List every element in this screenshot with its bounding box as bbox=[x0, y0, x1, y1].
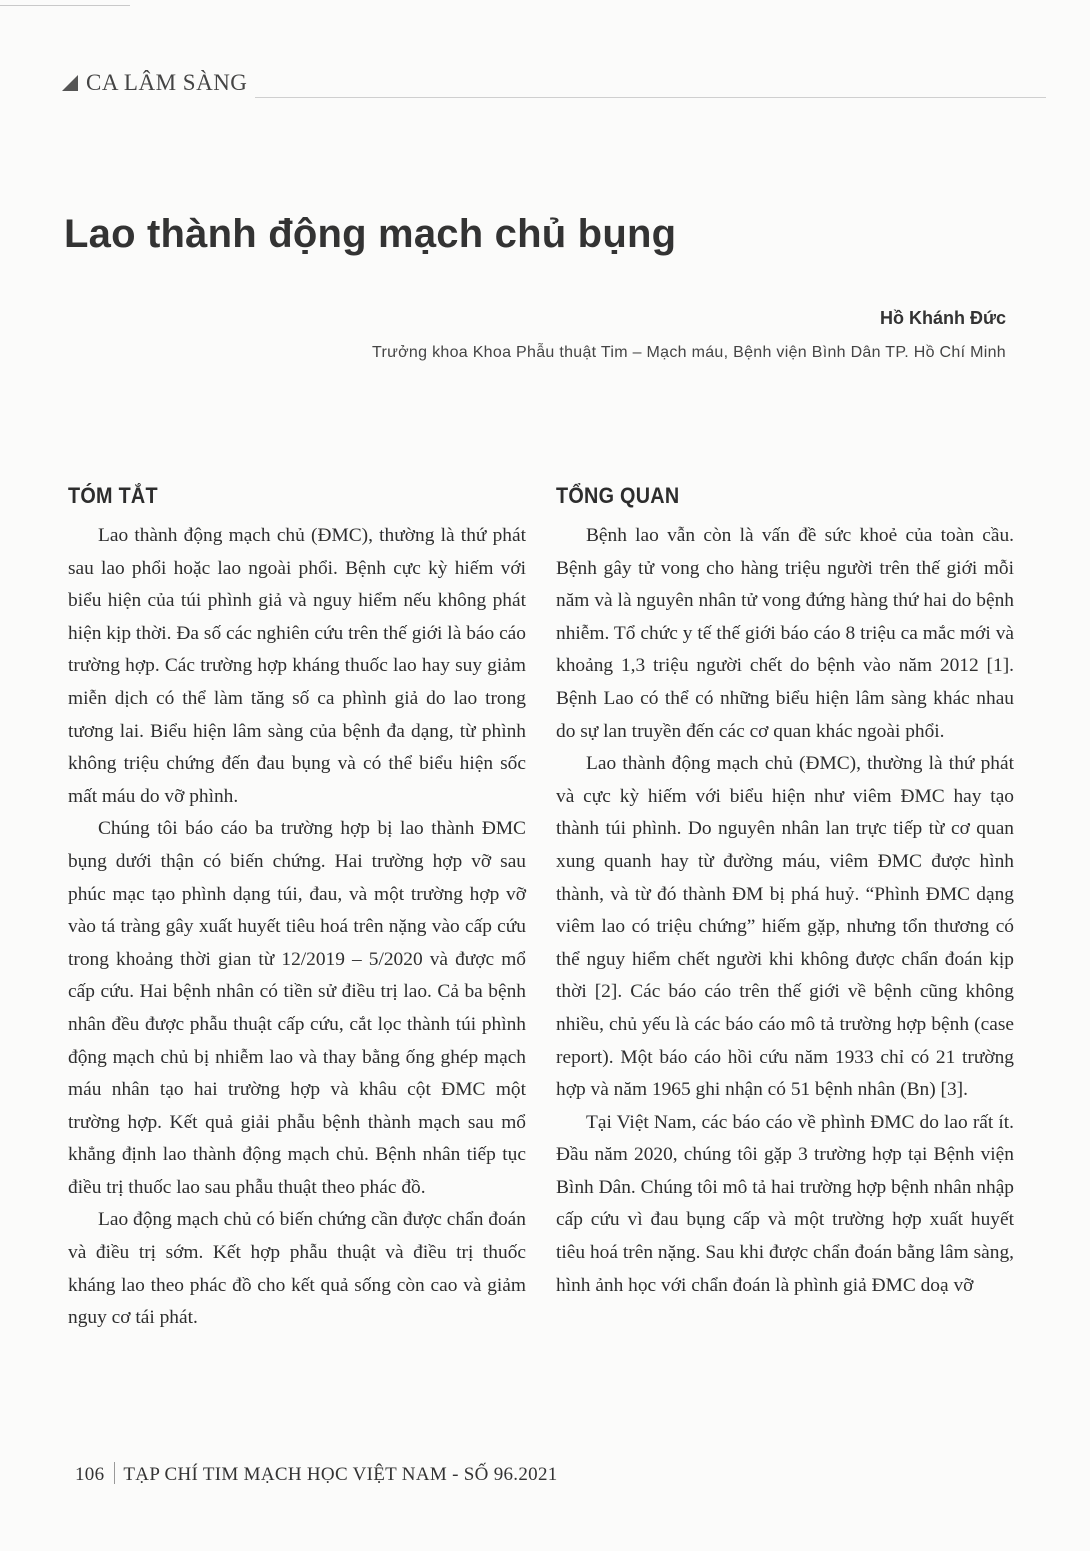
section-rule bbox=[255, 97, 1046, 98]
author-name: Hồ Khánh Đức bbox=[879, 308, 1006, 328]
top-rule bbox=[0, 5, 130, 6]
triangle-marker-icon bbox=[62, 75, 78, 91]
left-column bbox=[68, 478, 526, 1335]
paragraph: Bệnh lao vẫn còn là vấn đề sức khoẻ của toàn cầu. Bệnh gây tử vong cho hàng triệu người trên thế giới mỗi năm và là nguyên nhân tử vong đứng hàng thứ hai do bệnh nhiễm. Tổ chức y tế thế giới báo cáo 8 triệu ca mắc mới và khoảng 1,3 triệu người chết do bệnh vào năm 2012 [1]. Bệnh Lao có thể có những biểu hiện lâm sàng khác nhau do sự lan truyền đến các cơ quan khác ngoài phổi. bbox=[556, 525, 1014, 742]
section-label: CA LÂM SÀNG bbox=[86, 70, 248, 95]
section-header bbox=[62, 70, 247, 96]
paragraph: Lao thành động mạch chủ (ĐMC), thường là thứ phát sau lao phổi hoặc lao ngoài phổi. Bệnh cực kỳ hiếm với biểu hiện của túi phình giả và nguy hiểm nếu không phát hiện kịp thời. Đa số các nghiên cứu trên thế giới là báo cáo trường hợp. Các trường hợp kháng thuốc lao hay suy giảm miễn dịch có thể làm tăng số ca phình giả do lao trong tương lai. Biểu hiện lâm sàng của bệnh đa dạng, từ phình không triệu chứng đến đau bụng và có thể biểu hiện sốc mất máu do vỡ phình. bbox=[68, 525, 526, 807]
author-affiliation: Trưởng khoa Khoa Phẫu thuật Tim – Mạch máu, Bệnh viện Bình Dân TP. Hồ Chí Minh bbox=[372, 344, 1006, 361]
article-title: Lao thành động mạch chủ bụng bbox=[64, 212, 677, 256]
paragraph: Lao động mạch chủ có biến chứng cần được chẩn đoán và điều trị sớm. Kết hợp phẫu thuật và điều trị thuốc kháng lao theo phác đồ cho kết quả sống còn cao và giảm nguy cơ tái phát. bbox=[68, 1209, 526, 1329]
paragraph: Tại Việt Nam, các báo cáo về phình ĐMC do lao rất ít. Đầu năm 2020, chúng tôi gặp 3 trường hợp tại Bệnh viện Bình Dân. Chúng tôi mô tả hai trường hợp bệnh nhân nhập cấp cứu vì đau bụng cấp và một trường hợp xuất huyết tiêu hoá trên nặng. Sau khi được chẩn đoán bằng lâm sàng, hình ảnh học với chẩn đoán là phình giả ĐMC doạ vỡ bbox=[556, 1111, 1014, 1296]
abstract-heading: TÓM TẮT bbox=[68, 483, 158, 508]
footer-divider bbox=[114, 1462, 115, 1484]
right-column bbox=[556, 478, 1014, 1302]
overview-heading: TỔNG QUAN bbox=[556, 483, 680, 508]
page-number: 106 bbox=[75, 1464, 105, 1485]
paragraph: Lao thành động mạch chủ (ĐMC), thường là thứ phát và cực kỳ hiếm với biểu hiện như viêm ĐMC hay tạo thành túi phình. Do nguyên nhân lan trực tiếp từ cơ quan xung quanh hay từ đường máu, viêm ĐMC được hình thành, và từ đó thành ĐM bị phá huỷ. “Phình ĐMC dạng viêm lao có triệu chứng” hiếm gặp, nhưng tổn thương có thể nguy hiểm chết người khi không được chẩn đoán kịp thời [2]. Các báo cáo trên thế giới về bệnh cũng không nhiều, chủ yếu là các báo cáo mô tả trường hợp bệnh (case report). Một báo cáo hồi cứu năm 1933 chỉ có 21 trường hợp và năm 1965 ghi nhận có 51 bệnh nhân (Bn) [3]. bbox=[556, 753, 1014, 1101]
paragraph: Chúng tôi báo cáo ba trường hợp bị lao thành ĐMC bụng dưới thận có biến chứng. Hai trường hợp vỡ sau phúc mạc tạo phình dạng túi, đau, và một trường hợp vỡ vào tá tràng gây xuất huyết tiêu hoá trên nặng vào cấp cứu trong khoảng thời gian từ 12/2019 – 5/2020 và được mổ cấp cứu. Hai bệnh nhân có tiền sử điều trị lao. Cả ba bệnh nhân đều được phẫu thuật cấp cứu, cắt lọc thành túi phình động mạch chủ bị nhiễm lao và thay bằng ống ghép mạch máu nhân tạo hai trường hợp và khâu cột ĐMC một trường hợp. Kết quả giải phẫu bệnh thành mạch sau mổ khẳng định lao thành động mạch chủ. Bệnh nhân tiếp tục điều trị thuốc lao sau phẫu thuật theo phác đồ. bbox=[68, 818, 526, 1198]
page-footer bbox=[75, 1462, 558, 1486]
journal-name: TẠP CHÍ TIM MẠCH HỌC VIỆT NAM - SỐ 96.2021 bbox=[123, 1464, 558, 1485]
